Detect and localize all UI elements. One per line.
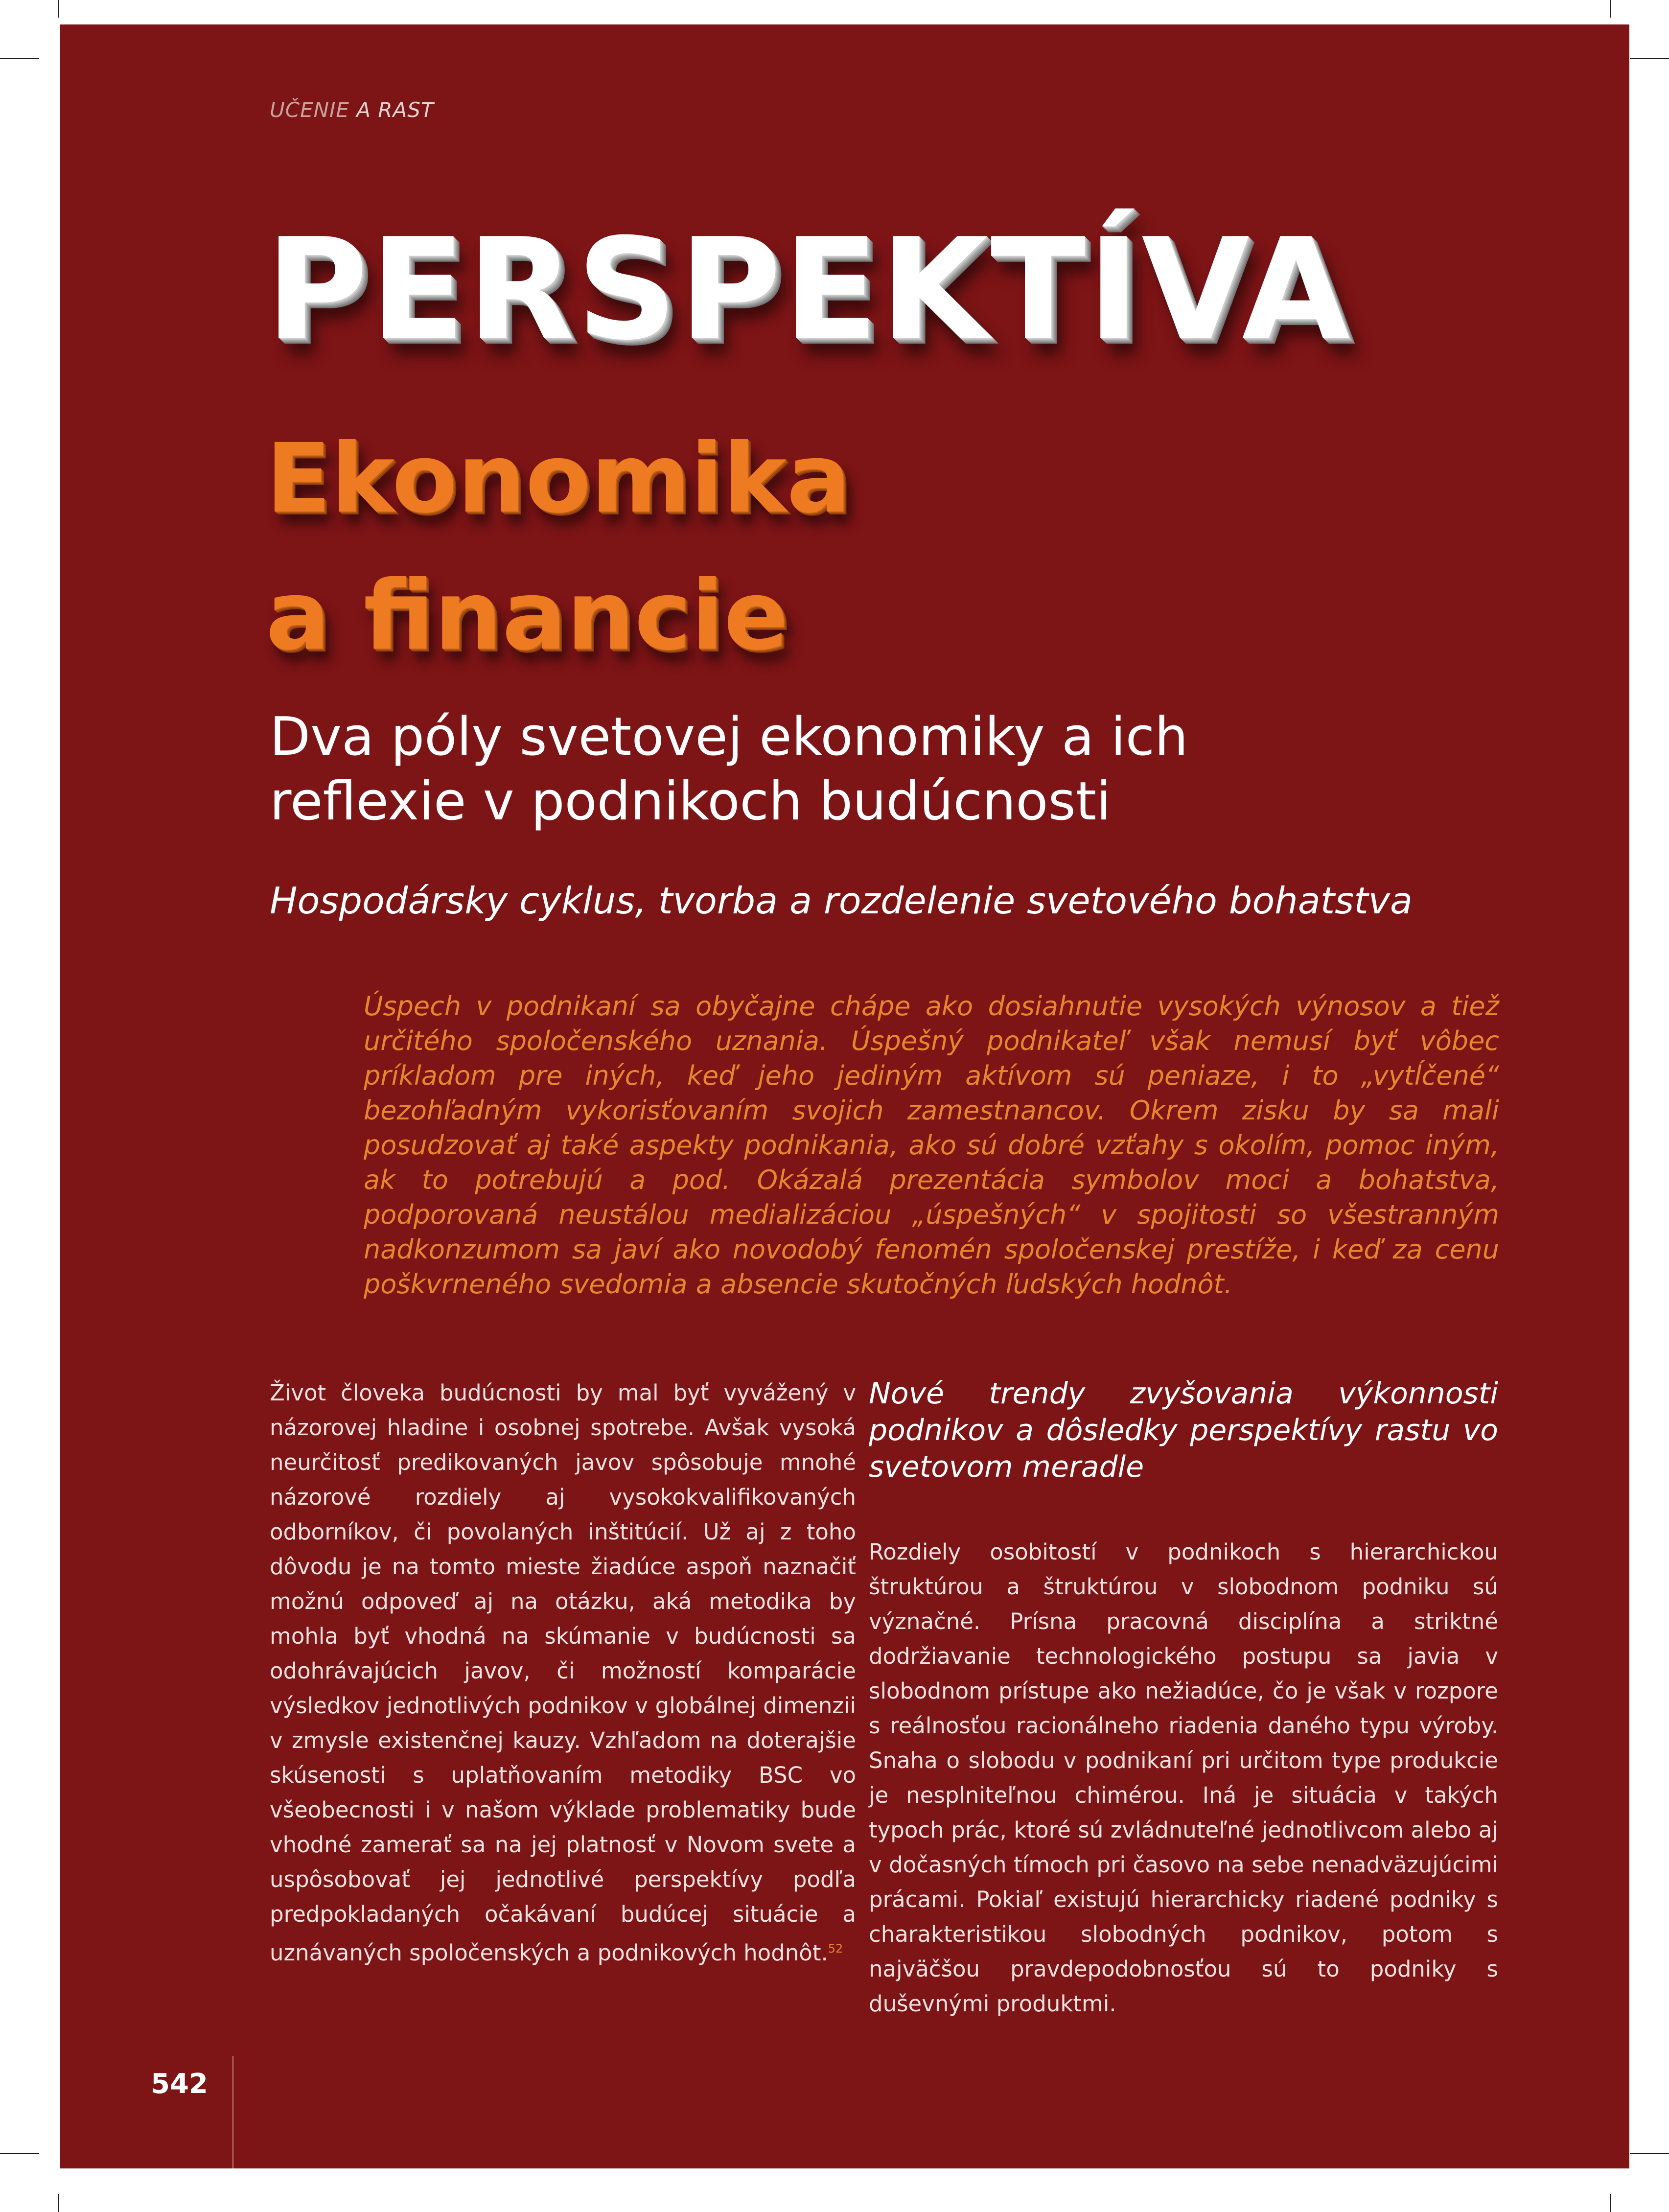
main-title: PERSPEKTÍVA xyxy=(266,209,1352,371)
section-label xyxy=(270,98,434,122)
left-column-paragraph xyxy=(270,1375,856,1970)
section-label-part2: A RAST xyxy=(349,98,434,122)
crop-mark xyxy=(1610,2194,1611,2212)
right-column-paragraph: Rozdiely osobitostí v podnikoch s hierarchickou štruktúrou a štruktúrou v slobodnom podniku sú význačné. Prísna pracovná disciplína a striktné dodržiavanie technologického postupu sa javia v slobodnom prístupe ako nežiadúce, čo je však v rozpore s reálnosťou racionálneho riadenia daného typu výroby. Snaha o slobodu v podnikaní pri určitom type produkcie je nesplniteľnou chimérou. Iná je situácia v takých typoch prác, ktoré sú zvládnuteľné jednotlivcom alebo aj v dočasných tímoch pri časovo na sebe nenadväzujúcimi prácami. Pokiaľ existujú hierarchicky riadené podniky s charakteristikou slobodných podnikov, potom s najväčšou pravdepodobnosťou sú to podniky s duševnými produktmi. xyxy=(869,1539,1498,2017)
page-number: 542 xyxy=(151,2068,208,2100)
left-column xyxy=(270,1375,856,1970)
crop-mark xyxy=(0,58,39,59)
headline-line-1: Dva póly svetovej ekonomiky a ich xyxy=(270,706,1188,768)
article-subheadline: Hospodársky cyklus, tvorba a rozdelenie svetového bohatstva xyxy=(270,879,1413,922)
article-headline xyxy=(270,705,1591,834)
crop-mark xyxy=(0,2153,39,2154)
footnote-marker: 52 xyxy=(828,1942,843,1956)
crop-mark xyxy=(58,0,59,18)
subtitle-line-1: Ekonomika xyxy=(266,423,851,534)
abstract-paragraph: Úspech v podnikaní sa obyčajne chápe ako dosiahnutie vysokých výnosov a tiež určitého spoločenského uznania. Úspešný podnikateľ však nemusí byť vôbec príkladom pre iných, keď jeho jediným aktívom sú peniaze, i to „vytĺčené“ bezohľadným vykorisťovaním svojich zamestnancov. Okrem zisku by sa mali posudzovať aj také aspekty podnikania, ako sú dobré vzťahy s okolím, pomoc iným, ak to potrebujú a pod. Okázalá prezentácia symbolov moci a bohatstva, podporovaná neustálou medializáciou „úspešných“ v spojitosti so všestranným nadkonzumom sa javí ako novodobý fenomén spoločenskej prestíže, i keď za cenu poškvrneného svedomia a absencie skutočných ľudských hodnôt. xyxy=(364,991,1499,1300)
footer-divider xyxy=(232,2056,233,2168)
right-column-heading: Nové trendy zvyšovania výkonnosti podnikov a dôsledky perspektívy rastu vo svetovom meradle xyxy=(869,1376,1498,1484)
crop-mark xyxy=(1610,0,1611,18)
crop-mark xyxy=(58,2194,59,2212)
left-column-text: Život človeka budúcnosti by mal byť vyvážený v názorovej hladine i osobnej spotrebe. Avšak vysoká neurčitosť predikovaných javov spôsobuje mnohé názorové rozdiely aj vysokokvalifikovaných odborníkov, či povolaných inštitúcií. Už aj z toho dôvodu je na tomto mieste žiadúce aspoň naznačiť možnú odpoveď aj na otázku, aká metodika by mohla byť vhodná na skúmanie v budúcnosti sa odohrávajúcich javov, či možností komparácie výsledkov jednotlivých podnikov v globálnej dimenzii v zmysle existenčnej kauzy. Vzhľadom na doterajšie skúsenosti s uplatňovaním metodiky BSC vo všeobecnosti i v našom výklade problematiky bude vhodné zamerať sa na jej platnosť v Novom svete a uspôsobovať jej jednotlivé perspektívy podľa predpokladaných očakávaní budúcej situácie a uznávaných spoločenských a podnikových hodnôt. xyxy=(270,1380,856,1966)
crop-mark xyxy=(1630,58,1669,59)
crop-mark xyxy=(1630,2153,1669,2154)
magazine-page xyxy=(60,24,1629,2168)
headline-line-2: reflexie v podnikoch budúcnosti xyxy=(270,771,1112,832)
right-column xyxy=(869,1375,1498,2021)
section-label-part1: UČENIE xyxy=(270,98,349,122)
subtitle-line-2: a financie xyxy=(266,560,788,671)
